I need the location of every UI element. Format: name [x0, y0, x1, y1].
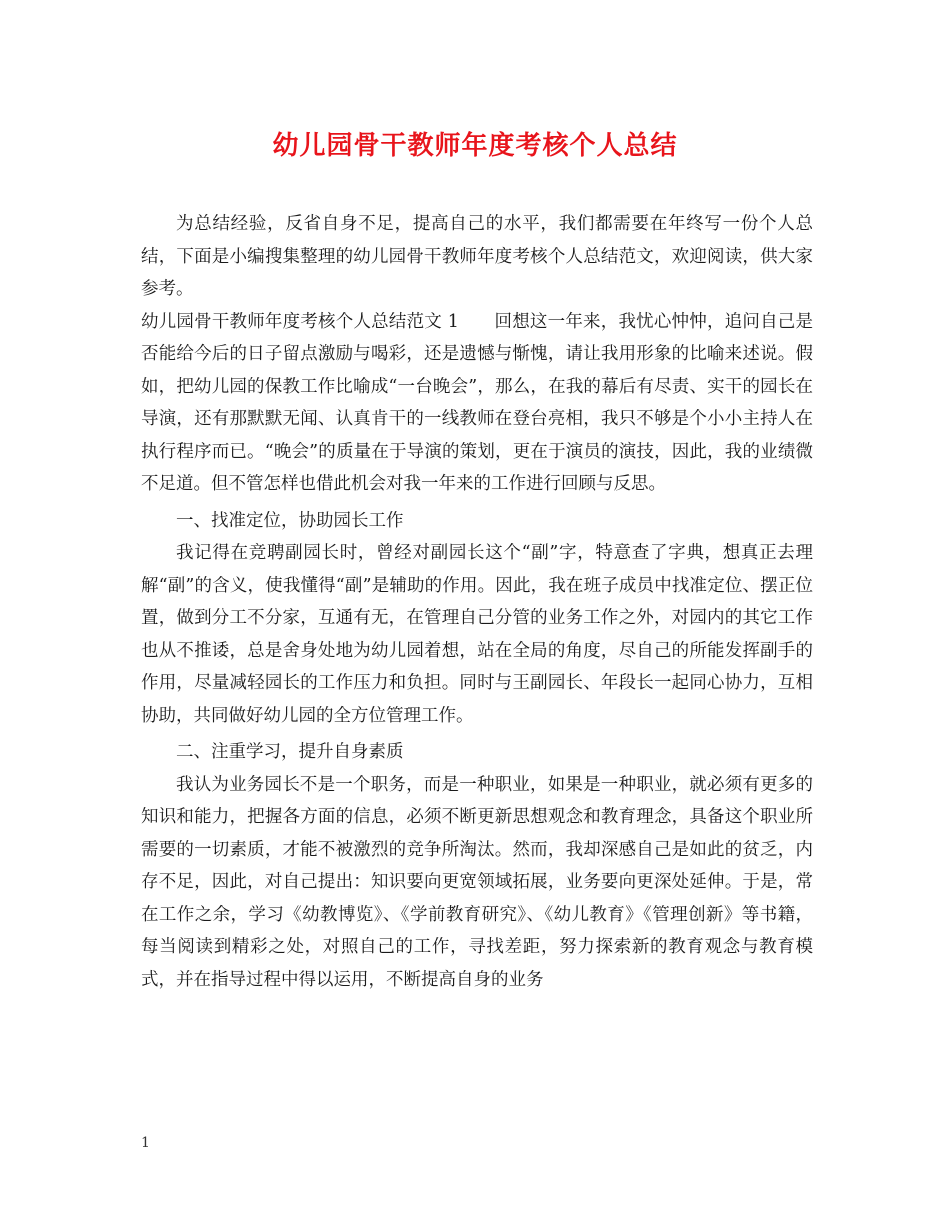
section-heading-2: 二、注重学习，提升自身素质: [176, 742, 404, 762]
document-title: 幼儿园骨干教师年度考核个人总结: [272, 131, 678, 161]
section-heading-1: 一、找准定位，协助园长工作: [176, 510, 404, 531]
document-body: [141, 208, 813, 996]
section-1-paragraph: 我记得在竞聘副园长时，曾经对副园长这个“副”字，特意查了字典，想真正去理解“副”的含义，使我懂得“副”是辅助的作用。因此，我在班子成员中找准定位、摆正位置，做到分工不分家，互通有无，在管理自己分管的业务工作之外，对园内的其它工作也从不推诿，总是舍身处地为幼儿园着想，站在全局的角度，尽自己的所能发挥副手的作用，尽量减轻园长的工作压力和负担。同时与王副园长、年段长一起同心协力，互相协助，共同做好幼儿园的全方位管理工作。: [141, 543, 813, 726]
page-number: 1: [141, 1135, 150, 1151]
section-2-paragraph: 我认为业务园长不是一个职务，而是一种职业，如果是一种职业，就必须有更多的知识和能力，把握各方面的信息，必须不断更新思想观念和教育理念，具备这个职业所需要的一切素质，才能不被激烈的竞争所淘汰。然而，我却深感自己是如此的贫乏，内存不足，因此，对自己提出：知识要向更宽领域拓展，业务要向更深处延伸。于是，常在工作之余，学习《幼教博览》、《学前教育研究》、《幼儿教育》《管理创新》等书籍，每当阅读到精彩之处，对照自己的工作，寻找差距，努力探索新的教育观念与教育模式，并在指导过程中得以运用，不断提高自身的业务: [141, 774, 813, 990]
intro-paragraph: 为总结经验，反省自身不足，提高自己的水平，我们都需要在年终写一份个人总结，下面是小编搜集整理的幼儿园骨干教师年度考核个人总结范文，欢迎阅读，供大家参考。: [141, 214, 813, 299]
sample-intro-paragraph: 幼儿园骨干教师年度考核个人总结范文 1 回想这一年来，我忧心忡忡，追问自己是否能给今后的日子留点激励与喝彩，还是遗憾与惭愧，请让我用形象的比喻来述说。假如，把幼儿园的保教工作比喻成“一台晚会”，那么，在我的幕后有尽责、实干的园长在导演，还有那默默无闻、认真肯干的一线教师在登台亮相，我只不够是个小小主持人在执行程序而已。“晚会”的质量在于导演的策划，更在于演员的演技，因此，我的业绩微不足道。但不管怎样也借此机会对我一年来的工作进行回顾与反思。: [141, 311, 813, 494]
